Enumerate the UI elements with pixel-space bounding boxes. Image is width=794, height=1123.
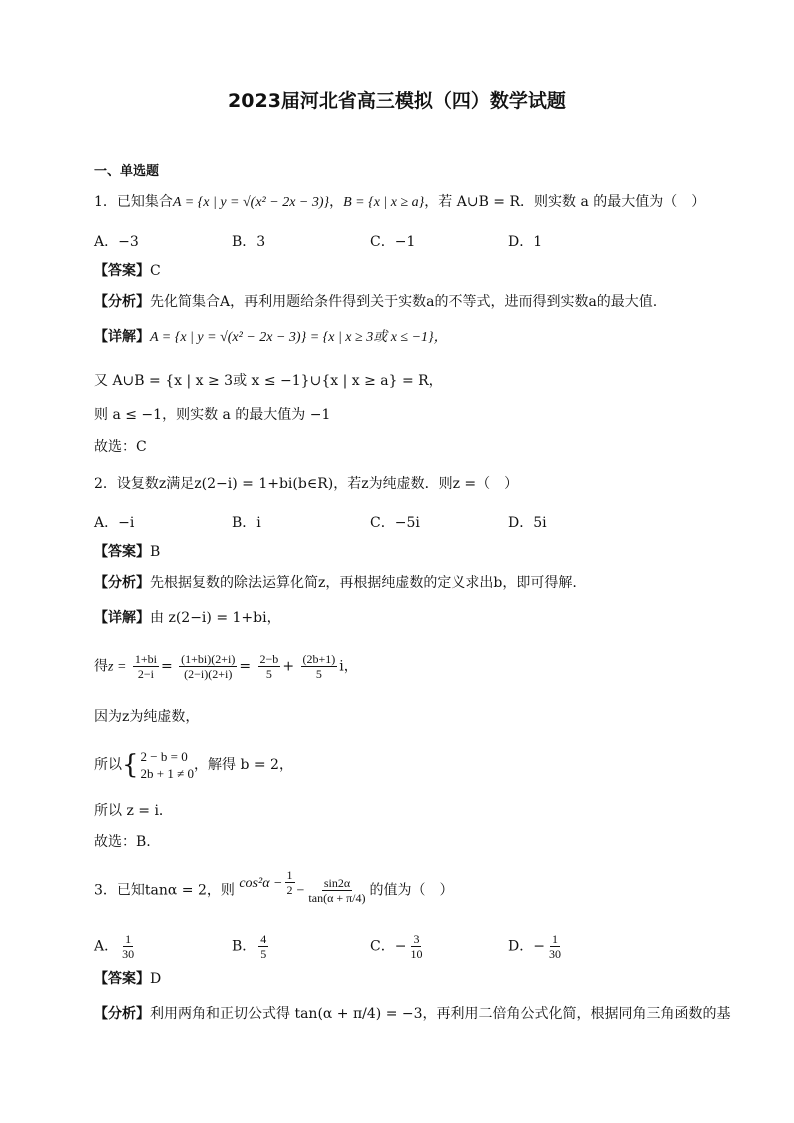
q1-option-c: C．−1 bbox=[370, 234, 416, 250]
q1-step-3: 则 a ≤ −1，则实数 a 的最大值为 −1 bbox=[94, 407, 331, 423]
q1-stem-suffix: ，若 A∪B = R．则实数 a 的最大值为（ ） bbox=[424, 194, 706, 210]
fraction: $\frac{2-b}{5}$ bbox=[259, 652, 279, 681]
section-heading: 一、单选题 bbox=[94, 164, 160, 179]
q3-stem-suffix: 的值为（ ） bbox=[369, 882, 454, 899]
q2-conclusion: 故选：B. bbox=[94, 834, 151, 850]
q3-option-b: B． $\frac{4}{5}$ bbox=[232, 932, 267, 961]
q1-stem: 1．已知集合A = {x | y = √(x² − 2x − 3)}，B = {x | x ≥ a}，若 A∪B = R．则实数 a 的最大值为（ ） bbox=[94, 194, 706, 210]
q3-stem-prefix: 3．已知tanα = 2，则 bbox=[94, 882, 235, 899]
analysis-label: 【分析】 bbox=[94, 575, 150, 591]
q2-step-3: 因为z为纯虚数， bbox=[94, 709, 200, 725]
q1-option-b: B．3 bbox=[232, 234, 266, 250]
q2-answer-value: B bbox=[150, 544, 161, 560]
answer-label: 【答案】 bbox=[94, 263, 150, 279]
q2-derivation: 得z = $\frac{1+bi}{2-i}$ = $\frac{(1+bi)(2+i)}{(2-i)(2+i)}$ = $\frac{2-b}{5}$ + $\frac{(2b+1)}{5}$ i， bbox=[94, 652, 358, 681]
q3-option-c: C．− $\frac{3}{10}$ bbox=[370, 932, 423, 961]
left-brace: { bbox=[122, 750, 139, 780]
q3-expr-cos: cos²α − bbox=[239, 875, 283, 891]
q2-option-a: A．−i bbox=[94, 515, 135, 531]
q2-answer bbox=[94, 543, 160, 561]
q1-answer bbox=[94, 262, 161, 280]
q1-analysis bbox=[94, 293, 657, 311]
q3-stem bbox=[94, 868, 454, 905]
q1-option-d: D．1 bbox=[508, 234, 543, 250]
analysis-label: 【分析】 bbox=[94, 1006, 150, 1022]
q2-option-b: B．i bbox=[232, 515, 261, 531]
q2-option-c: C．−5i bbox=[370, 515, 420, 531]
q2-detail bbox=[94, 609, 281, 627]
q2-derivation-prefix: 得 bbox=[94, 658, 108, 675]
detail-label: 【详解】 bbox=[94, 610, 150, 626]
q2-detail-text: 由 z(2−i) = 1+bi， bbox=[150, 610, 281, 626]
q1-set-b: B = {x | x ≥ a} bbox=[343, 195, 425, 210]
q3-analysis bbox=[94, 1005, 731, 1023]
equation-system: 2 − b = 0 2b + 1 ≠ 0 bbox=[140, 749, 195, 781]
q2-derivation-z: z = bbox=[108, 659, 127, 675]
q2-system-suffix: ，解得 b = 2， bbox=[194, 757, 293, 773]
q1-conclusion: 故选：C bbox=[94, 439, 147, 455]
q2-analysis bbox=[94, 574, 577, 592]
q3-answer bbox=[94, 970, 161, 988]
answer-label: 【答案】 bbox=[94, 544, 150, 560]
q1-detail-text: A = {x | y = √(x² − 2x − 3)} = {x | x ≥ 3或 x ≤ −1}， bbox=[150, 330, 448, 345]
q3-option-a: A． $\frac{1}{30}$ bbox=[94, 932, 135, 961]
q1-option-a: A．−3 bbox=[94, 234, 139, 250]
q1-step-2: 又 A∪B = {x | x ≥ 3或 x ≤ −1}∪{x | x ≥ a} = R， bbox=[94, 373, 443, 389]
q1-stem-prefix: 1．已知集合 bbox=[94, 194, 173, 210]
q3-minus: − bbox=[296, 883, 305, 899]
detail-label: 【详解】 bbox=[94, 329, 150, 345]
q2-derivation-suffix: i， bbox=[339, 658, 358, 675]
q2-system bbox=[94, 748, 293, 782]
q2-stem: 2．设复数z满足z(2−i) = 1+bi(b∈R)，若z为纯虚数．则z =（ ） bbox=[94, 476, 519, 492]
fraction: $\frac{\sin 2\alpha}{\tan(\alpha + \pi/4)}$ bbox=[308, 876, 366, 905]
fraction: $\frac{1+bi}{2-i}$ bbox=[134, 652, 157, 681]
q1-detail bbox=[94, 328, 448, 347]
q2-step-5: 所以 z = i． bbox=[94, 803, 173, 819]
q3-answer-value: D bbox=[150, 971, 162, 987]
q3-analysis-text: 利用两角和正切公式得 tan(α + π/4) = −3，再利用二倍角公式化简，根据同角三角函数的基 bbox=[150, 1006, 731, 1022]
fraction: $\frac{(1+bi)(2+i)}{(2-i)(2+i)}$ bbox=[181, 652, 236, 681]
q2-analysis-text: 先根据复数的除法运算化简z，再根据纯虚数的定义求出b，即可得解. bbox=[150, 575, 577, 591]
q2-system-prefix: 所以 bbox=[94, 757, 122, 773]
fraction: $\frac{1}{2}$ bbox=[286, 868, 293, 897]
q2-option-d: D．5i bbox=[508, 515, 547, 531]
answer-label: 【答案】 bbox=[94, 971, 150, 987]
q3-option-d: D．− $\frac{1}{30}$ bbox=[508, 932, 561, 961]
q1-analysis-text: 先化简集合A，再利用题给条件得到关于实数a的不等式，进而得到实数a的最大值. bbox=[150, 294, 658, 310]
q1-set-a: A = {x | y = √(x² − 2x − 3)} bbox=[172, 195, 330, 210]
q1-answer-value: C bbox=[150, 263, 161, 279]
analysis-label: 【分析】 bbox=[94, 294, 150, 310]
page-title: 2023届河北省高三模拟（四）数学试题 bbox=[228, 90, 566, 112]
fraction: $\frac{(2b+1)}{5}$ bbox=[302, 652, 336, 681]
